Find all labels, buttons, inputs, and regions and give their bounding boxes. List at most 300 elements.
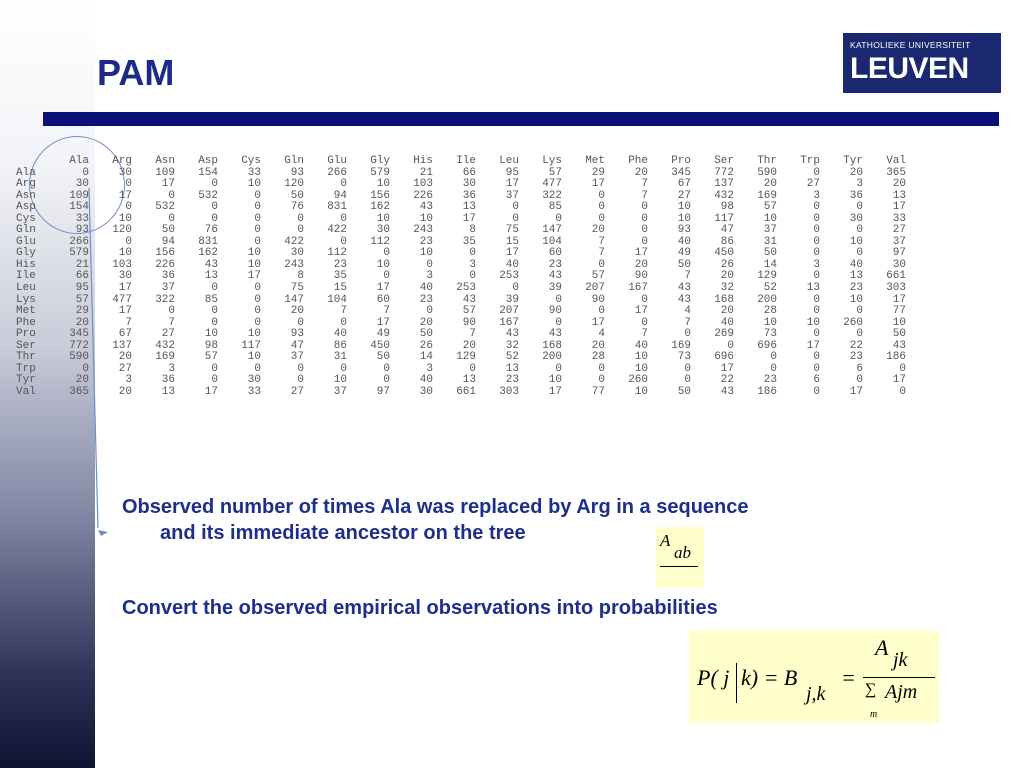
matrix-cell: 0	[254, 235, 261, 248]
matrix-cell: 137	[714, 178, 734, 191]
matrix-cell: 590	[69, 351, 89, 364]
matrix-cell: 49	[677, 247, 691, 260]
matrix-cell: 0	[168, 305, 175, 318]
matrix-cell: 27	[677, 189, 691, 202]
matrix-cell: 3	[856, 178, 863, 191]
matrix-cell: 30	[118, 166, 132, 179]
matrix-cell: 226	[155, 258, 175, 271]
matrix-cell: 93	[677, 224, 691, 237]
matrix-cell: 8	[297, 270, 304, 283]
matrix-cell: 0	[426, 258, 433, 271]
matrix-cell: 0	[899, 362, 906, 375]
matrix-cell: 162	[198, 247, 218, 260]
matrix-cell: 207	[585, 282, 605, 295]
matrix-cell: 7	[641, 189, 648, 202]
row-header-val: Val	[16, 385, 36, 398]
matrix-cell: 10	[204, 328, 218, 341]
matrix-cell: 154	[69, 201, 89, 214]
matrix-cell: 36	[161, 270, 175, 283]
matrix-cell: 477	[542, 178, 562, 191]
matrix-cell: 103	[413, 178, 433, 191]
matrix-cell: 57	[204, 351, 218, 364]
matrix-cell: 0	[469, 247, 476, 260]
matrix-cell: 52	[763, 282, 777, 295]
matrix-cell: 10	[634, 351, 648, 364]
matrix-cell: 7	[641, 328, 648, 341]
matrix-cell: 167	[628, 282, 648, 295]
matrix-cell: 17	[462, 212, 476, 225]
formula-aab-base: A	[660, 531, 671, 550]
matrix-cell: 10	[677, 212, 691, 225]
matrix-cell: 76	[290, 201, 304, 214]
matrix-cell: 40	[849, 258, 863, 271]
matrix-cell: 10	[849, 293, 863, 306]
matrix-cell: 0	[211, 178, 218, 191]
matrix-cell: 0	[598, 362, 605, 375]
matrix-cell: 43	[548, 328, 562, 341]
matrix-cell: 345	[69, 328, 89, 341]
matrix-cell: 43	[720, 385, 734, 398]
matrix-cell: 14	[419, 351, 433, 364]
row-header-phe: Phe	[16, 316, 36, 329]
matrix-cell: 23	[548, 258, 562, 271]
matrix-cell: 30	[118, 270, 132, 283]
matrix-cell: 6	[856, 362, 863, 375]
matrix-cell: 43	[505, 328, 519, 341]
matrix-cell: 20	[75, 316, 89, 329]
matrix-cell: 0	[125, 201, 132, 214]
probability-bullet: Convert the observed empirical observations into probabilities	[122, 597, 718, 619]
matrix-cell: 0	[254, 282, 261, 295]
matrix-cell: 7	[684, 270, 691, 283]
formula-lhs: P( j	[697, 665, 730, 690]
matrix-cell: 147	[542, 224, 562, 237]
matrix-cell: 154	[198, 166, 218, 179]
matrix-cell: 831	[327, 201, 347, 214]
row-header-arg: Arg	[16, 178, 36, 191]
matrix-cell: 0	[254, 189, 261, 202]
row-header-asp: Asp	[16, 201, 36, 214]
matrix-cell: 120	[112, 224, 132, 237]
column-header-thr: Thr	[757, 155, 777, 167]
matrix-cell: 0	[254, 305, 261, 318]
matrix-cell: 20	[763, 178, 777, 191]
row-header-thr: Thr	[16, 351, 36, 364]
row-header-pro: Pro	[16, 328, 36, 341]
formula-b-sub: j,k	[806, 683, 826, 705]
matrix-cell: 0	[254, 316, 261, 329]
matrix-cell: 20	[634, 258, 648, 271]
formula-numerator-sub: jk	[893, 649, 908, 671]
column-header-trp: Trp	[800, 155, 820, 167]
matrix-cell: 0	[684, 374, 691, 387]
matrix-cell: 43	[677, 282, 691, 295]
matrix-cell: 37	[892, 235, 906, 248]
matrix-cell: 23	[333, 258, 347, 271]
matrix-cell: 40	[720, 316, 734, 329]
matrix-cell: 260	[628, 374, 648, 387]
matrix-cell: 57	[591, 270, 605, 283]
matrix-cell: 43	[892, 339, 906, 352]
matrix-cell: 0	[813, 328, 820, 341]
matrix-cell: 86	[333, 339, 347, 352]
matrix-cell: 0	[813, 212, 820, 225]
matrix-cell: 17	[548, 385, 562, 398]
matrix-cell: 37	[161, 282, 175, 295]
matrix-cell: 13	[204, 270, 218, 283]
row-header-glu: Glu	[16, 235, 36, 248]
matrix-cell: 57	[548, 166, 562, 179]
matrix-cell: 23	[419, 293, 433, 306]
matrix-cell: 10	[806, 316, 820, 329]
matrix-cell: 73	[763, 328, 777, 341]
matrix-cell: 3	[426, 362, 433, 375]
matrix-cell: 50	[677, 258, 691, 271]
matrix-cell: 32	[505, 339, 519, 352]
matrix-cell: 0	[641, 201, 648, 214]
matrix-cell: 30	[462, 178, 476, 191]
column-header-leu: Leu	[499, 155, 519, 167]
matrix-cell: 50	[376, 351, 390, 364]
matrix-cell: 57	[75, 293, 89, 306]
matrix-cell: 57	[462, 305, 476, 318]
matrix-cell: 322	[155, 293, 175, 306]
matrix-cell: 0	[770, 351, 777, 364]
matrix-cell: 0	[813, 224, 820, 237]
matrix-cell: 20	[462, 339, 476, 352]
matrix-cell: 117	[714, 212, 734, 225]
matrix-cell: 17	[892, 293, 906, 306]
matrix-cell: 10	[247, 351, 261, 364]
matrix-cell: 40	[677, 235, 691, 248]
matrix-cell: 20	[892, 178, 906, 191]
matrix-cell: 23	[849, 282, 863, 295]
row-header-lys: Lys	[16, 293, 36, 306]
column-header-gly: Gly	[370, 155, 390, 167]
matrix-cell: 40	[505, 258, 519, 271]
matrix-cell: 27	[161, 328, 175, 341]
matrix-cell: 0	[512, 282, 519, 295]
matrix-cell: 33	[892, 212, 906, 225]
matrix-cell: 17	[634, 305, 648, 318]
matrix-cell: 27	[806, 178, 820, 191]
observation-line-2: and its immediate ancestor on the tree	[160, 522, 526, 544]
matrix-cell: 13	[505, 362, 519, 375]
matrix-cell: 32	[720, 282, 734, 295]
matrix-cell: 7	[340, 305, 347, 318]
matrix-cell: 169	[671, 339, 691, 352]
matrix-cell: 0	[555, 316, 562, 329]
matrix-cell: 93	[290, 166, 304, 179]
matrix-cell: 168	[542, 339, 562, 352]
matrix-cell: 10	[118, 247, 132, 260]
matrix-cell: 0	[254, 212, 261, 225]
matrix-cell: 253	[499, 270, 519, 283]
matrix-cell: 86	[720, 235, 734, 248]
formula-conditional-bar	[736, 663, 737, 703]
matrix-cell: 7	[684, 316, 691, 329]
matrix-cell: 85	[204, 293, 218, 306]
matrix-cell: 10	[247, 247, 261, 260]
matrix-cell: 17	[720, 362, 734, 375]
formula-sum: ∑	[865, 681, 877, 698]
matrix-cell: 40	[419, 374, 433, 387]
formula-aab	[656, 527, 704, 588]
matrix-cell: 10	[849, 235, 863, 248]
matrix-cell: 17	[505, 247, 519, 260]
matrix-cell: 0	[168, 212, 175, 225]
matrix-cell: 0	[770, 362, 777, 375]
column-header-cys: Cys	[241, 155, 261, 167]
matrix-cell: 36	[849, 189, 863, 202]
matrix-cell: 10	[634, 362, 648, 375]
matrix-cell: 0	[555, 362, 562, 375]
matrix-cell: 22	[849, 339, 863, 352]
matrix-cell: 28	[763, 305, 777, 318]
matrix-cell: 10	[419, 247, 433, 260]
matrix-cell: 10	[892, 316, 906, 329]
matrix-cell: 10	[763, 316, 777, 329]
matrix-cell: 422	[284, 235, 304, 248]
matrix-cell: 17	[376, 282, 390, 295]
matrix-cell: 10	[333, 374, 347, 387]
matrix-cell: 365	[69, 385, 89, 398]
matrix-cell: 10	[118, 212, 132, 225]
logo-line-2: LEUVEN	[850, 52, 969, 85]
row-header-leu: Leu	[16, 282, 36, 295]
matrix-cell: 3	[168, 362, 175, 375]
matrix-cell: 40	[333, 328, 347, 341]
matrix-cell: 0	[813, 270, 820, 283]
matrix-cell: 20	[419, 316, 433, 329]
matrix-cell: 0	[340, 212, 347, 225]
matrix-cell: 477	[112, 293, 132, 306]
matrix-cell: 85	[548, 201, 562, 214]
matrix-cell: 47	[290, 339, 304, 352]
matrix-cell: 0	[211, 282, 218, 295]
matrix-cell: 43	[548, 270, 562, 283]
matrix-cell: 93	[75, 224, 89, 237]
matrix-cell: 3	[469, 258, 476, 271]
matrix-cell: 31	[763, 235, 777, 248]
matrix-cell: 120	[284, 178, 304, 191]
matrix-cell: 207	[499, 305, 519, 318]
matrix-cell: 266	[69, 235, 89, 248]
row-header-tyr: Tyr	[16, 374, 36, 387]
matrix-cell: 39	[548, 282, 562, 295]
matrix-cell: 162	[370, 201, 390, 214]
matrix-cell: 0	[340, 235, 347, 248]
matrix-cell: 0	[727, 339, 734, 352]
matrix-cell: 7	[598, 235, 605, 248]
matrix-cell: 90	[634, 270, 648, 283]
matrix-cell: 29	[591, 166, 605, 179]
matrix-cell: 94	[333, 189, 347, 202]
matrix-cell: 17	[591, 178, 605, 191]
matrix-cell: 0	[641, 235, 648, 248]
matrix-cell: 432	[155, 339, 175, 352]
matrix-cell: 40	[634, 339, 648, 352]
matrix-cell: 696	[757, 339, 777, 352]
matrix-cell: 365	[886, 166, 906, 179]
matrix-cell: 7	[469, 328, 476, 341]
matrix-cell: 13	[462, 201, 476, 214]
matrix-cell: 50	[677, 385, 691, 398]
row-header-met: Met	[16, 305, 36, 318]
matrix-cell: 450	[714, 247, 734, 260]
matrix-cell: 66	[75, 270, 89, 283]
matrix-cell: 23	[763, 374, 777, 387]
matrix-cell: 200	[542, 351, 562, 364]
matrix-cell: 109	[155, 166, 175, 179]
matrix-cell: 0	[684, 362, 691, 375]
matrix-cell: 156	[155, 247, 175, 260]
row-header-his: His	[16, 258, 36, 271]
matrix-cell: 0	[426, 305, 433, 318]
matrix-cell: 43	[677, 293, 691, 306]
matrix-cell: 94	[161, 235, 175, 248]
matrix-cell: 13	[806, 282, 820, 295]
matrix-cell: 0	[856, 305, 863, 318]
matrix-cell: 20	[118, 385, 132, 398]
matrix-cell: 39	[505, 293, 519, 306]
row-header-trp: Trp	[16, 362, 36, 375]
matrix-cell: 112	[370, 235, 390, 248]
matrix-cell: 0	[211, 201, 218, 214]
matrix-cell: 4	[684, 305, 691, 318]
slide-title: PAM	[97, 52, 175, 93]
matrix-cell: 0	[254, 293, 261, 306]
matrix-cell: 432	[714, 189, 734, 202]
matrix-cell: 0	[383, 374, 390, 387]
matrix-cell: 66	[462, 166, 476, 179]
matrix-cell: 33	[75, 212, 89, 225]
matrix-cell: 590	[757, 166, 777, 179]
matrix-cell: 17	[892, 374, 906, 387]
matrix-cell: 90	[591, 293, 605, 306]
matrix-cell: 303	[499, 385, 519, 398]
matrix-cell: 0	[598, 305, 605, 318]
matrix-cell: 0	[856, 247, 863, 260]
matrix-cell: 168	[714, 293, 734, 306]
matrix-cell: 43	[419, 201, 433, 214]
matrix-cell: 0	[211, 362, 218, 375]
formula-equals: =	[841, 665, 856, 690]
matrix-cell: 0	[340, 178, 347, 191]
matrix-cell: 831	[198, 235, 218, 248]
matrix-cell: 20	[591, 224, 605, 237]
matrix-cell: 0	[82, 362, 89, 375]
matrix-cell: 30	[419, 385, 433, 398]
matrix-cell: 27	[118, 362, 132, 375]
matrix-cell: 43	[204, 258, 218, 271]
column-header-val: Val	[886, 155, 906, 167]
matrix-cell: 60	[548, 247, 562, 260]
matrix-cell: 76	[204, 224, 218, 237]
matrix-cell: 10	[376, 212, 390, 225]
matrix-cell: 98	[204, 339, 218, 352]
matrix-cell: 20	[720, 305, 734, 318]
column-header-his: His	[413, 155, 433, 167]
matrix-cell: 20	[75, 374, 89, 387]
matrix-cell: 0	[899, 385, 906, 398]
matrix-cell: 0	[856, 224, 863, 237]
matrix-cell: 20	[634, 166, 648, 179]
column-header-tyr: Tyr	[843, 155, 863, 167]
matrix-cell: 0	[813, 351, 820, 364]
matrix-cell: 0	[813, 166, 820, 179]
matrix-cell: 37	[333, 385, 347, 398]
matrix-cell: 14	[763, 258, 777, 271]
matrix-cell: 20	[849, 166, 863, 179]
matrix-cell: 0	[512, 212, 519, 225]
matrix-cell: 532	[198, 189, 218, 202]
matrix-cell: 20	[290, 305, 304, 318]
matrix-cell: 20	[118, 351, 132, 364]
matrix-cell: 67	[118, 328, 132, 341]
matrix-cell: 322	[542, 189, 562, 202]
matrix-cell: 532	[155, 201, 175, 214]
matrix-cell: 0	[856, 201, 863, 214]
matrix-cell: 3	[125, 374, 132, 387]
matrix-cell: 90	[462, 316, 476, 329]
matrix-cell: 33	[247, 166, 261, 179]
matrix-cell: 36	[462, 189, 476, 202]
matrix-cell: 37	[290, 351, 304, 364]
matrix-cell: 266	[327, 166, 347, 179]
formula-sum-sub: m	[870, 709, 878, 720]
matrix-cell: 17	[849, 385, 863, 398]
matrix-cell: 0	[555, 293, 562, 306]
formula-aab-sub: ab	[674, 543, 691, 562]
matrix-cell: 30	[75, 178, 89, 191]
matrix-cell: 0	[469, 270, 476, 283]
matrix-cell: 103	[112, 258, 132, 271]
matrix-cell: 7	[598, 247, 605, 260]
matrix-cell: 50	[892, 328, 906, 341]
matrix-cell: 0	[555, 212, 562, 225]
matrix-cell: 0	[125, 178, 132, 191]
matrix-cell: 0	[469, 362, 476, 375]
matrix-cell: 117	[241, 339, 261, 352]
matrix-cell: 0	[82, 166, 89, 179]
matrix-cell: 98	[720, 201, 734, 214]
matrix-cell: 661	[886, 270, 906, 283]
matrix-cell: 26	[720, 258, 734, 271]
matrix-cell: 17	[118, 189, 132, 202]
column-header-ser: Ser	[714, 155, 734, 167]
matrix-cell: 0	[813, 305, 820, 318]
matrix-cell: 50	[763, 247, 777, 260]
matrix-cell: 97	[892, 247, 906, 260]
matrix-cell: 661	[456, 385, 476, 398]
matrix-cell: 7	[383, 305, 390, 318]
row-header-ile: Ile	[16, 270, 36, 283]
matrix-cell: 23	[505, 374, 519, 387]
matrix-cell: 0	[813, 362, 820, 375]
matrix-cell: 10	[419, 212, 433, 225]
matrix-cell: 17	[247, 270, 261, 283]
matrix-cell: 186	[757, 385, 777, 398]
matrix-cell: 0	[512, 201, 519, 214]
matrix-cell: 0	[641, 293, 648, 306]
matrix-cell: 35	[333, 270, 347, 283]
matrix-cell: 345	[671, 166, 691, 179]
matrix-cell: 0	[211, 305, 218, 318]
matrix-cell: 22	[720, 374, 734, 387]
matrix-cell: 50	[290, 189, 304, 202]
matrix-cell: 0	[297, 316, 304, 329]
